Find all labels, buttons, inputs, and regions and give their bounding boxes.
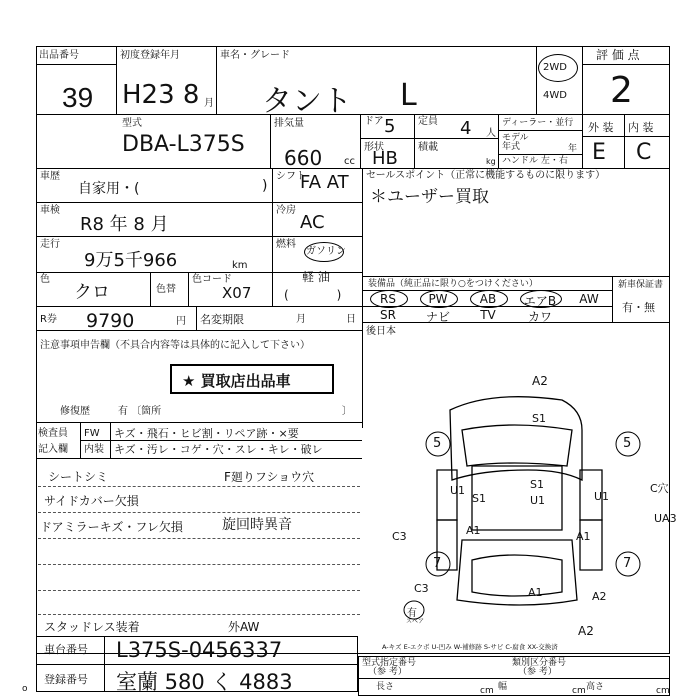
recycle: 9790 [86,310,135,332]
load-label: 積載 [418,142,438,153]
grade: L [400,78,417,113]
shape-label: 形状 [364,142,384,153]
mark-wheel-fl: 5 [433,436,442,451]
handle-label: ハンドル 左・右 [502,156,568,166]
divider [36,114,670,115]
note-door-mirror: ドアミラーキズ・フレ欠損 [40,520,183,534]
ext-grade: E [592,140,606,165]
mark-left-s1: S1 [472,492,486,505]
color: クロ [74,282,110,303]
equipment-tv: TV [480,308,496,322]
color-label: 色 [40,274,50,285]
fw-items: キズ・飛石・ヒビ割・リペア跡・×要 [114,427,299,440]
fuel-paren: ( ) [284,288,342,302]
rating-label: 評 価 点 [596,48,640,62]
reg-expiry-label: 名変期限 [200,313,244,326]
inspection-label: 車検 [40,205,60,216]
person-unit: 人 [486,128,496,139]
chassis: L375S-0456337 [116,638,283,662]
writer-label: 記入欄 [38,444,68,455]
shift: FA AT [300,172,349,193]
lot-no-label: 出品番号 [39,50,79,61]
displacement-label: 排気量 [274,118,304,129]
height-label: 高さ [586,682,605,692]
fuel-diesel: 軽 油 [302,270,330,284]
drive-2wd: 2WD [543,62,567,73]
month-unit: 月 [204,98,214,109]
equipment-aw: AW [579,292,599,306]
capacity-label: 定員 [418,116,438,127]
mileage: 9万5千966 [84,250,178,271]
model-label: 型式 [122,118,142,129]
history-label: 車歴 [40,171,60,182]
aircon-label: 冷房 [276,205,296,216]
width-label: 幅 [498,682,508,692]
yen-unit: 円 [176,316,186,327]
repair-label: 修復歴 [60,406,90,417]
day-label: 日 [346,314,356,325]
note-outer-aw: 外AW [228,620,260,634]
chassis-label: 車台番号 [44,643,88,656]
equipment-pw: PW [428,292,448,306]
corner-dot: o [22,684,28,694]
mark-c3-rear: C3 [414,582,429,595]
note-side-cover: サイドカバー欠損 [44,494,139,508]
ref-1: （参 考） [368,667,407,677]
mark-bottom-a2: A2 [578,624,594,638]
back-seat-label: 後日本 [366,326,396,337]
model: DBA-L375S [122,132,245,157]
car-name-label: 車名・グレード [220,50,290,61]
cm-unit-1: cm [480,686,494,696]
mark-roof-u1: U1 [530,494,546,507]
sales-label: セールスポイント（正常に機能するものに限ります） [366,170,606,181]
spare-label: 有 [407,608,417,619]
shape: HB [372,148,398,169]
sales-note: ＊ユーザー買取 [370,187,489,207]
fuel-label: 燃料 [276,239,296,250]
warranty-label: 新車保証書 [618,280,664,290]
int-grade: C [636,140,652,165]
first-reg-label: 初度登録年月 [120,50,180,61]
lot-no: 39 [62,82,94,113]
equipment-ab: AB [479,292,497,306]
color-change-label: 色替 [156,284,176,295]
history-paren: ) [262,178,268,194]
doors: 5 [384,116,396,137]
displacement: 660 [284,146,323,170]
fuel-gas: ガソリン [306,246,346,257]
mileage-label: 走行 [40,239,60,250]
capacity: 4 [460,118,472,139]
equipment-rs: RS [380,292,396,306]
recycle-label: R券 [40,314,57,325]
first-reg: H23 8 [122,80,200,110]
damage-legend: A-キズ E-エクボ U-凹み W-補修跡 S-サビ C-腐食 XX-交換済 [382,643,558,651]
color-code-label: 色コード [192,274,232,285]
month-label: 月 [296,314,306,325]
kg-unit: kg [486,157,496,166]
ref-2: （参 考） [518,667,557,677]
dealer-label: ディーラー・並行 [502,118,574,128]
rating: 2 [610,70,633,111]
cc-unit: cc [344,156,355,167]
drive-4wd: 4WD [543,90,567,101]
history: 自家用・( [78,181,140,197]
equipment-leather: カワ [527,310,552,324]
repair-end: 〕 [342,406,352,417]
mark-right-a1: A1 [576,530,591,543]
in-items: キズ・汚レ・コゲ・穴・スレ・キレ・破レ [114,443,323,456]
length-label: 長さ [376,682,395,692]
car-name: タント [262,84,352,119]
mark-left-a1: A1 [466,524,481,537]
km-unit: km [232,260,248,271]
category-label: 類別区分番号 [512,658,567,668]
mark-wheel-fr: 5 [623,436,632,451]
note-front: F廻りフショウ穴 [224,470,315,484]
doors-label: ドア [364,116,384,127]
cm-unit-3: cm [656,686,670,696]
mark-roof-s1: S1 [530,478,544,491]
ext-label: 外 装 [588,121,614,134]
model-designation-label: 型式指定番号 [362,658,417,668]
notes-label: 注意事項申告欄（不具合内容等は具体的に記入して下さい） [40,340,310,351]
shift-label: シフト [276,171,306,182]
equipment-label: 装備品（純正品に限り○をつけください） [368,279,538,289]
model-year-label: モデル年式 [502,133,529,152]
note-turning-noise: 旋回時異音 [222,517,292,533]
equipment-airb: エアB [523,294,557,308]
equipment-circle-ab [470,290,508,308]
note-seat-stain: シートシミ [48,470,109,484]
warranty: 有・無 [622,301,655,314]
divider [216,46,217,114]
mark-left-u1: U1 [450,484,466,497]
mark-rear-a1: A1 [528,586,543,599]
inspector-label: 検査員 [38,428,68,439]
stamp: ★ 買取店出品車 [182,372,291,390]
model-year-unit: 年 [568,144,578,154]
divider [116,46,117,114]
in-label: 内装 [84,444,104,455]
equipment-navi: ナビ [425,310,450,324]
repair: 有 〔箇所 [118,406,162,417]
plate: 室蘭 580 く 4883 [116,670,293,694]
equipment-sr: SR [380,308,396,322]
mark-c3-left: C3 [392,530,407,543]
mark-hood-s1: S1 [532,412,546,425]
car-damage-diagram [362,370,670,632]
mark-rear-a2: A2 [592,590,607,603]
equipment-circle-airb [520,290,562,308]
cm-unit-2: cm [572,686,586,696]
inspection: R8 年 8 月 [80,214,169,235]
mark-wheel-rl: 7 [433,556,442,571]
equipment-circle-pw [420,290,458,308]
mark-right-u1: U1 [594,490,610,503]
equipment-circle-rs [370,290,408,308]
fw-label: FW [84,428,100,439]
note-studless: スタッドレス装着 [44,620,140,634]
mark-wheel-rr: 7 [623,556,632,571]
int-label: 内 装 [628,121,654,134]
mark-front-a2: A2 [532,374,548,388]
color-code: X07 [222,284,252,302]
mark-ua3: UA3 [654,512,677,525]
mark-c-hole: C穴 [650,482,669,495]
aircon: AC [300,212,325,233]
spare-sub: スペア [406,618,425,625]
plate-label: 登録番号 [44,673,88,686]
